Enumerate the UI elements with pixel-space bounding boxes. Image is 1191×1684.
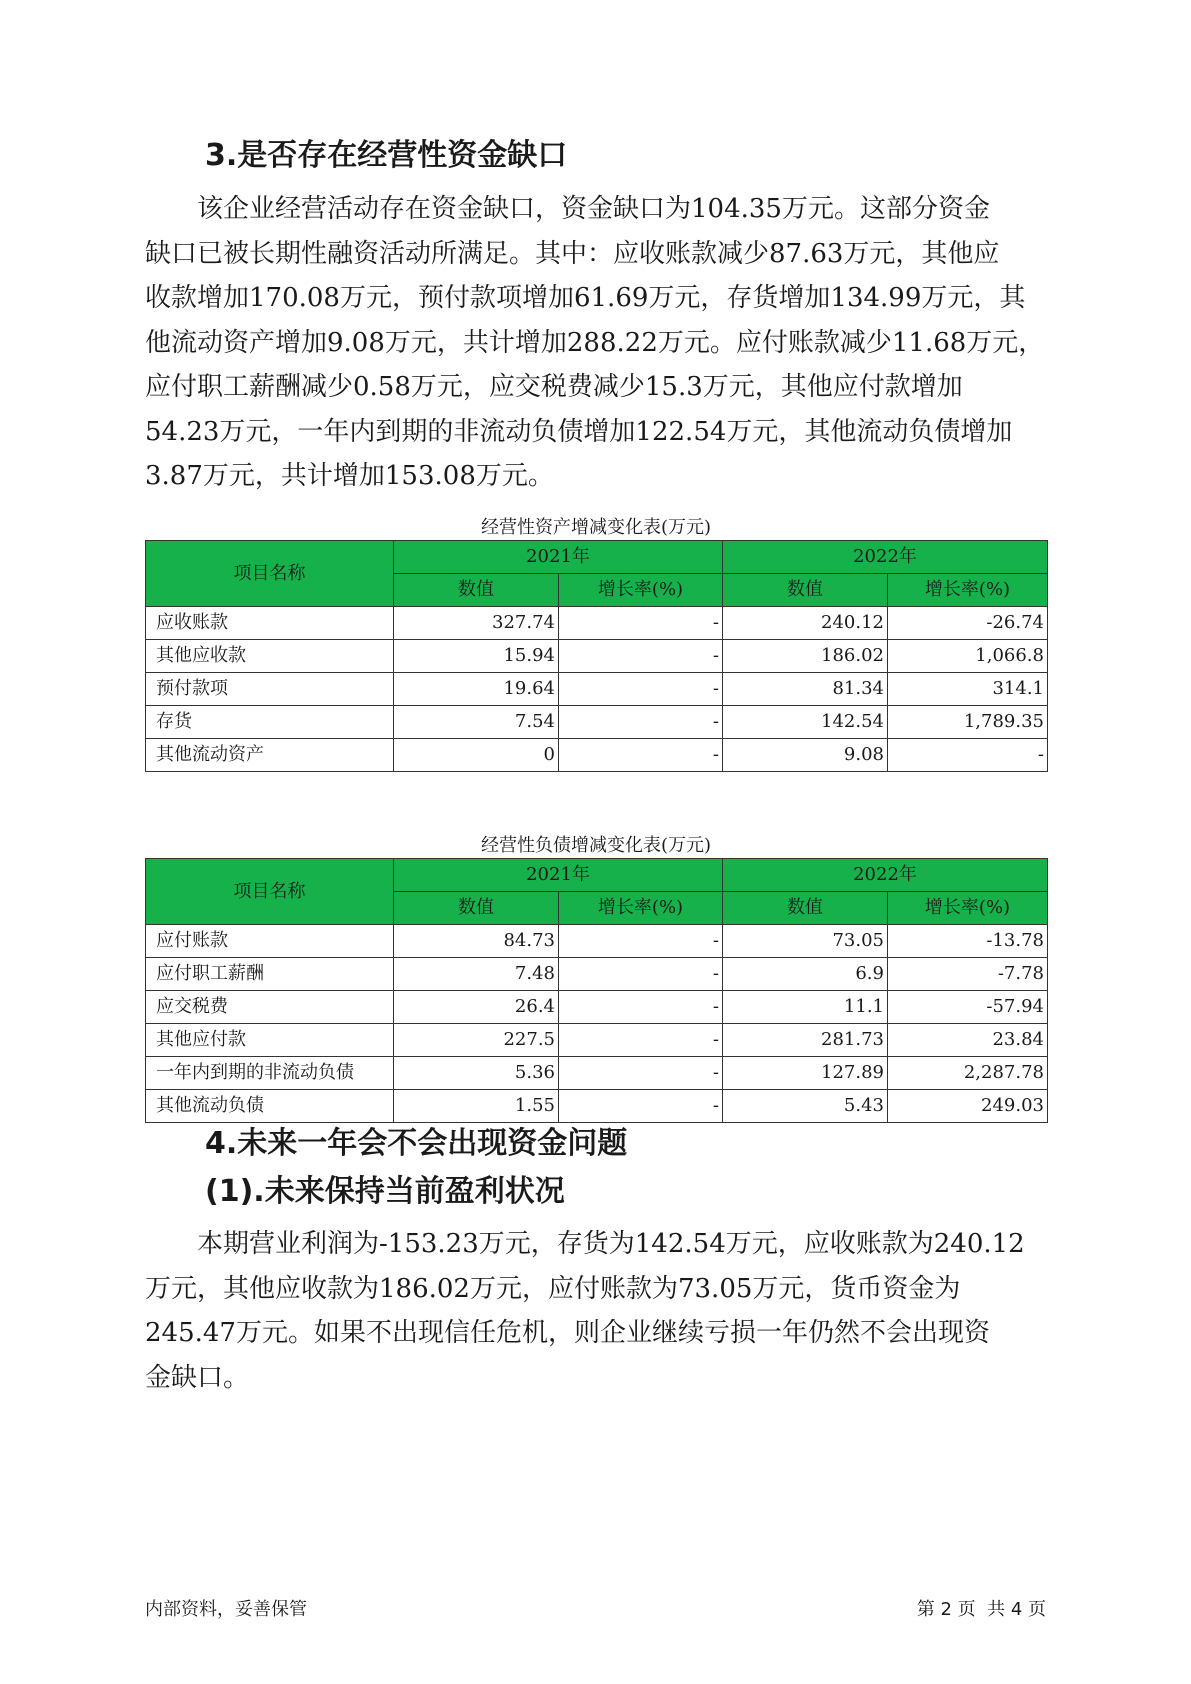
section-4-subheading: (1).未来保持当前盈利状况: [205, 1174, 565, 1209]
table-row: [146, 1024, 1048, 1057]
paragraph-line: 他流动资产增加9.08万元，共计增加288.22万元。应付账款减少11.68万元，: [145, 327, 1045, 358]
row-name: 应付职工薪酬: [146, 958, 394, 991]
rate-2021: -: [559, 607, 723, 640]
row-name: 其他流动资产: [146, 739, 394, 772]
header-value-2021: 数值: [394, 574, 559, 607]
paragraph-line: 本期营业利润为-153.23万元，存货为142.54万元，应收账款为240.12: [197, 1229, 1025, 1259]
value-2021: 7.48: [394, 958, 559, 991]
value-2022: 9.08: [723, 739, 888, 772]
paragraph-line: 3.87万元，共计增加153.08万元。: [145, 461, 554, 491]
value-2021: 19.64: [394, 673, 559, 706]
value-2022: 6.9: [723, 958, 888, 991]
rate-2021: -: [559, 958, 723, 991]
header-item-name: 项目名称: [146, 859, 394, 925]
table-row: [146, 673, 1048, 706]
value-2021: 227.5: [394, 1024, 559, 1057]
paragraph-line: 该企业经营活动存在资金缺口，资金缺口为104.35万元。这部分资金: [197, 194, 990, 224]
rate-2022: 249.03: [888, 1090, 1048, 1123]
paragraph-line: 245.47万元。如果不出现信任危机，则企业继续亏损一年仍然不会出现资: [145, 1318, 990, 1348]
rate-2022: 23.84: [888, 1024, 1048, 1057]
table2-caption: 经营性负债增减变化表(万元): [480, 835, 712, 856]
rate-2021: -: [559, 1024, 723, 1057]
row-name: 其他流动负债: [146, 1090, 394, 1123]
value-2021: 84.73: [394, 925, 559, 958]
header-value-2022: 数值: [723, 892, 888, 925]
table1-caption: 经营性资产增减变化表(万元): [480, 517, 712, 538]
value-2022: 81.34: [723, 673, 888, 706]
section-3-paragraph: [145, 187, 1060, 499]
header-value-2022: 数值: [723, 574, 888, 607]
rate-2022: -13.78: [888, 925, 1048, 958]
rate-2021: -: [559, 1057, 723, 1090]
rate-2022: -57.94: [888, 991, 1048, 1024]
footer-page-number: 第 2 页 共 4 页: [916, 1599, 1046, 1620]
value-2022: 127.89: [723, 1057, 888, 1090]
value-2021: 1.55: [394, 1090, 559, 1123]
value-2021: 7.54: [394, 706, 559, 739]
table-row: [146, 991, 1048, 1024]
table-row: [146, 1057, 1048, 1090]
rate-2022: -7.78: [888, 958, 1048, 991]
header-item-name: 项目名称: [146, 541, 394, 607]
rate-2022: 2,287.78: [888, 1057, 1048, 1090]
section-4-paragraph: [145, 1222, 1060, 1400]
header-year-2022: 2022年: [723, 859, 1048, 892]
paragraph-line: 应付职工薪酬减少0.58万元，应交税费减少15.3万元，其他应付款增加: [145, 372, 963, 402]
row-name: 应收账款: [146, 607, 394, 640]
rate-2022: -: [888, 739, 1048, 772]
rate-2021: -: [559, 991, 723, 1024]
table-row: [146, 640, 1048, 673]
header-year-2021: 2021年: [394, 541, 723, 574]
rate-2022: -26.74: [888, 607, 1048, 640]
table-row: [146, 607, 1048, 640]
value-2022: 5.43: [723, 1090, 888, 1123]
table-row: [146, 739, 1048, 772]
value-2021: 15.94: [394, 640, 559, 673]
paragraph-line: 缺口已被长期性融资活动所满足。其中：应收账款减少87.63万元，其他应: [145, 238, 1000, 269]
value-2021: 0: [394, 739, 559, 772]
value-2021: 327.74: [394, 607, 559, 640]
rate-2022: 314.1: [888, 673, 1048, 706]
value-2021: 26.4: [394, 991, 559, 1024]
header-rate-2021: 增长率(%): [559, 574, 723, 607]
rate-2021: -: [559, 1090, 723, 1123]
row-name: 预付款项: [146, 673, 394, 706]
value-2022: 281.73: [723, 1024, 888, 1057]
row-name: 其他应付款: [146, 1024, 394, 1057]
rate-2021: -: [559, 925, 723, 958]
paragraph-line: 收款增加170.08万元，预付款项增加61.69万元，存货增加134.99万元，其: [145, 283, 1026, 313]
value-2022: 142.54: [723, 706, 888, 739]
header-value-2021: 数值: [394, 892, 559, 925]
value-2022: 73.05: [723, 925, 888, 958]
header-year-2022: 2022年: [723, 541, 1048, 574]
value-2022: 240.12: [723, 607, 888, 640]
row-name: 一年内到期的非流动负债: [146, 1057, 394, 1090]
header-rate-2022: 增长率(%): [888, 574, 1048, 607]
row-name: 其他应收款: [146, 640, 394, 673]
rate-2021: -: [559, 706, 723, 739]
row-name: 应付账款: [146, 925, 394, 958]
value-2022: 11.1: [723, 991, 888, 1024]
value-2021: 5.36: [394, 1057, 559, 1090]
section-4-heading: 4.未来一年会不会出现资金问题: [205, 1126, 628, 1161]
header-rate-2022: 增长率(%): [888, 892, 1048, 925]
rate-2022: 1,066.8: [888, 640, 1048, 673]
row-name: 应交税费: [146, 991, 394, 1024]
header-rate-2021: 增长率(%): [559, 892, 723, 925]
footer-confidential-note: 内部资料，妥善保管: [145, 1599, 307, 1620]
paragraph-line: 金缺口。: [145, 1362, 250, 1393]
header-year-2021: 2021年: [394, 859, 723, 892]
table-row: [146, 958, 1048, 991]
rate-2021: -: [559, 640, 723, 673]
rate-2021: -: [559, 673, 723, 706]
section-3-heading: 3.是否存在经营性资金缺口: [205, 138, 568, 173]
table-row: [146, 706, 1048, 739]
paragraph-line: 54.23万元，一年内到期的非流动负债增加122.54万元，其他流动负债增加: [145, 416, 1013, 447]
rate-2022: 1,789.35: [888, 706, 1048, 739]
value-2022: 186.02: [723, 640, 888, 673]
operating-liabilities-table: [145, 858, 1048, 1123]
operating-assets-table: [145, 540, 1048, 772]
table-row: [146, 925, 1048, 958]
paragraph-line: 万元，其他应收款为186.02万元，应付账款为73.05万元，货币资金为: [145, 1273, 961, 1304]
rate-2021: -: [559, 739, 723, 772]
row-name: 存货: [146, 706, 394, 739]
